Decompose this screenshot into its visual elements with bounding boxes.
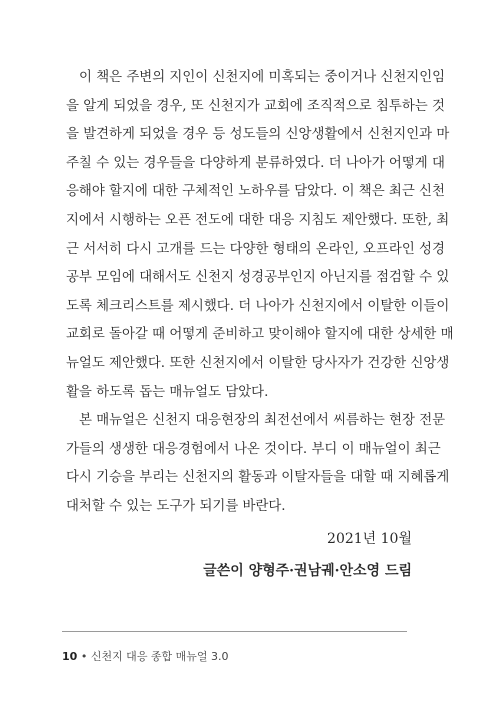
paragraph-line: 본 매뉴얼은 신천지 대응현장의 최전선에서 씨름하는 현장 전문	[79, 413, 446, 429]
paragraph-line: 다시 기승을 부리는 신천지의 활동과 이탈자들을 대할 때 지혜롭게	[66, 470, 450, 486]
paragraph-line: 활을 하도록 돕는 매뉴얼도 담았다.	[66, 384, 269, 400]
paragraph-line: 뉴얼도 제안했다. 또한 신천지에서 이탈한 당사자가 건강한 신앙생	[66, 355, 450, 371]
author-signature: 글쓴이 양형주·권남궤·안소영 드림	[203, 563, 412, 579]
footer-divider	[62, 631, 407, 632]
paragraph-line: 주칠 수 있는 경우들을 다양하게 분류하였다. 더 나아가 어떻게 대	[66, 155, 445, 171]
paragraph-line: 대처할 수 있는 도구가 되기를 바란다.	[66, 498, 286, 514]
paragraph-line: 가들의 생생한 대응경험에서 나온 것이다. 부디 이 매뉴얼이 최근	[66, 441, 441, 457]
footer-book-title: 신천지 대응 종합 매뉴얼 3.0	[90, 650, 229, 663]
closing-date: 2021년 10월	[327, 531, 412, 547]
page-footer	[62, 650, 229, 664]
preface-body	[66, 64, 454, 522]
paragraph-line: 을 알게 되었을 경우, 또 신천지가 교회에 조직적으로 침투하는 것	[66, 98, 445, 114]
paragraph-line: 근 서서히 다시 고개를 드는 다양한 형태의 온라인, 오프라인 성경	[66, 241, 445, 257]
paragraph-line: 공부 모임에 대해서도 신천지 성경공부인지 아닌지를 점검할 수 있	[66, 270, 450, 286]
paragraph-line: 응해야 할지에 대한 구체적인 노하우를 담았다. 이 책은 최근 신천	[66, 184, 445, 200]
paragraph-line: 이 책은 주변의 지인이 신천지에 미혹되는 중이거나 신천지인임	[79, 70, 446, 85]
paragraph-line: 교회로 돌아갈 때 어떻게 준비하고 맞이해야 할지에 대한 상세한 매	[66, 327, 454, 343]
paragraph-line: 을 발견하게 되었을 경우 등 성도들의 신앙생활에서 신천지인과 마	[66, 127, 450, 143]
paragraph-line: 지에서 시행하는 오픈 전도에 대한 대응 지침도 제안했다. 또한, 최	[66, 212, 450, 228]
page-number: 10	[62, 650, 78, 663]
paragraph-line: 도록 체크리스트를 제시했다. 더 나아가 신천지에서 이탈한 이들이	[66, 298, 450, 314]
footer-separator: •	[80, 650, 88, 663]
